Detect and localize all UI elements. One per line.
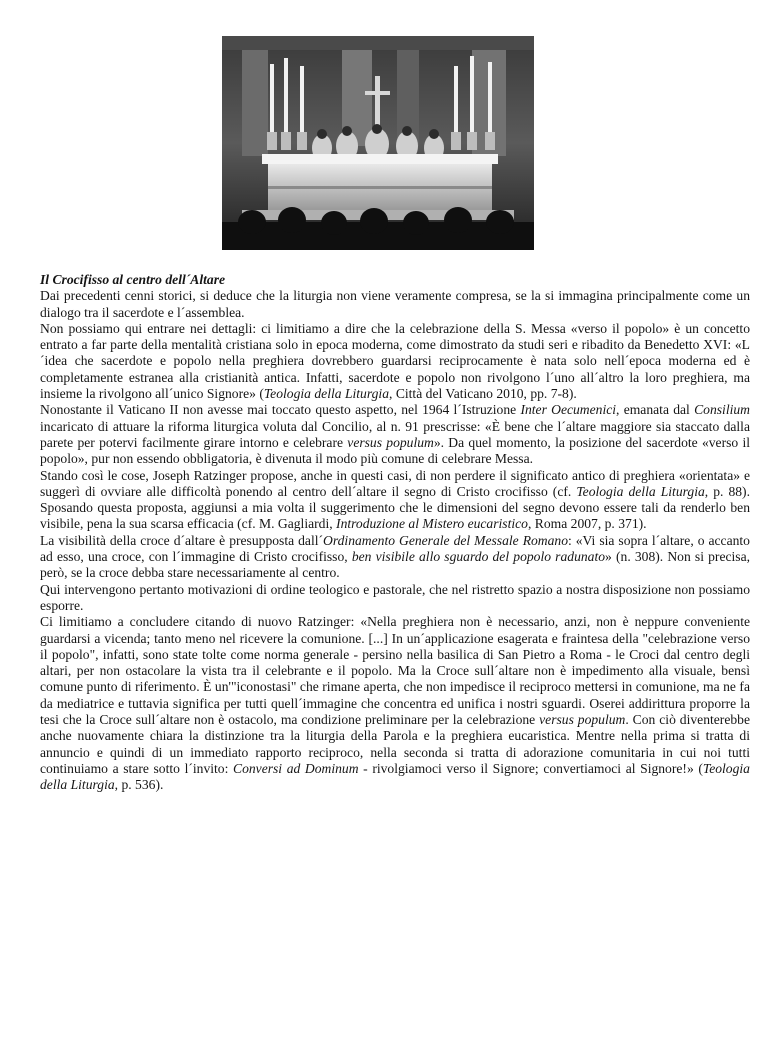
- text-run: La visibilità della croce d´altare è presupposta dall´: [40, 532, 324, 548]
- text-run: . Con ciò diventerebbe anche nuovamente chiara la distinzione tra la liturgia della Parola e la preghiera eucaristica. Mentre nella prima si tratta di annuncio e quindi di un immediato rapporto reciproco, nella seconda si tratta di adorazione comunitaria in cui noi tutti continuiamo a stare sotto l´invito:: [40, 712, 750, 776]
- text-run: Non possiamo qui entrare nei dettagli: ci limitiamo a dire che la celebrazione della S. Messa «verso il popolo» è un concetto entrato a far parte della mentalità cristiana solo in epoca moderna, come dimostrato da studi seri e ribadito da Benedetto XVI: «L´idea che sacerdote e popolo nella preghiera dovrebbero guardarsi reciprocamente è nata solo nell´epoca moderna ed è completamente estranea alla cristianità antica. Infatti, sacerdote e popolo non rivolgono l´uno all´altro la loro preghiera, ma insieme la rivolgono all´unico Signore» (: [40, 320, 750, 402]
- text-run: Ci limitiamo a concludere citando di nuovo Ratzinger: «Nella preghiera non è necessario, anzi, non è neppure conveniente guardarsi a vicenda; tanto meno nel ricevere la comunione. [...] In un´applicazione esagerata e fraintesa della "celebrazione verso il popolo", infatti, sono state tolte come norma generale - persino nella basilica di San Pietro a Roma - le Croci dal centro degli altari, per non ostacolare la vista tra il celebrante e il popolo. Ma la Croce sull´altare non è impedimento alla visuale, bensì comune punto di riferimento. È un'"iconostasi" che rimane aperta, che non impedisce il reciproco mettersi in comunione, ma ne fa da mediatrice e tuttavia significa per tutti quell´immagine che concentra ed unifica i nostri sguardi. Oserei addirittura proporre la tesi che la Croce sull´altare non è ostacolo, ma condizione preliminare per la celebrazione: [40, 614, 750, 728]
- text-run: ». Da quel momento, la posizione del sacerdote «verso il popolo», pur non essendo obbligatoria, è divenuta il modo più comune di celebrare Messa.: [40, 434, 751, 467]
- italic-run: Introduzione al Mistero eucaristico: [336, 516, 528, 532]
- article-heading: Il Crocifisso al centro dell´Altare: [40, 272, 226, 287]
- text-run: , emanata dal: [616, 402, 695, 418]
- text-run: , p. 88). Sposando questa proposta, aggiunsi a mia volta il suggerimento che le dimensioni del segno devono essere tali da renderlo ben visibile, pena la sua scarsa efficacia (cf. M. Gagliardi,: [40, 483, 750, 532]
- italic-run: versus populum: [539, 712, 626, 728]
- italic-run: ben visibile allo sguardo del popolo radunato: [351, 549, 606, 565]
- italic-run: Ordinamento Generale del Messale Romano: [323, 532, 568, 548]
- altar-photo-illustration: [222, 36, 534, 250]
- paragraph: [40, 614, 750, 793]
- paragraph: [40, 533, 750, 582]
- article-body: [40, 288, 750, 793]
- paragraph: [40, 402, 750, 467]
- text-run: Stando così le cose, Joseph Ratzinger propose, anche in questi casi, di non perdere il significato antico di preghiera «orientata» e suggerì di ovviare alle difficoltà ponendo al centro dell´altare il segno di Cristo crocifisso (cf.: [40, 467, 750, 499]
- italic-run: Teologia della Liturgia: [40, 760, 750, 793]
- italic-run: Teologia della Liturgia: [263, 386, 390, 402]
- text-run: Qui intervengono pertanto motivazioni di ordine teologico e pastorale, che nel ristretto spazio a nostra disposizione non possiamo esporre.: [40, 581, 750, 613]
- text-run: : «Vi sia sopra l´altare, o accanto ad esso, una croce, con l´immagine di Cristo crocifisso,: [40, 532, 750, 565]
- text-run: , Roma 2007, p. 371).: [527, 516, 647, 532]
- italic-run: Inter Oecumenici: [520, 402, 617, 418]
- article-text: [40, 272, 750, 794]
- altar-photo: [222, 36, 534, 250]
- italic-run: Conversi ad Dominum: [233, 760, 359, 776]
- paragraph: [40, 288, 750, 321]
- text-run: incaricato di attuare la riforma liturgica voluta dal Concilio, al n. 91 prescrisse: «È bene che l´altare maggiore sia staccato dalla parete per potervi facilmente girare intorno e celebrare: [40, 418, 750, 450]
- text-run: , p. 536).: [114, 777, 164, 793]
- text-run: - rivolgiamoci verso il Signore; convertiamoci al Signore!» (: [358, 760, 703, 776]
- paragraph: [40, 321, 750, 402]
- text-run: , Città del Vaticano 2010, pp. 7-8).: [389, 386, 577, 402]
- text-run: Nonostante il Vaticano II non avesse mai toccato questo aspetto, nel 1964 l´Istruzione: [40, 402, 521, 418]
- italic-run: Teologia della Liturgia: [576, 483, 705, 499]
- paragraph: [40, 468, 750, 533]
- italic-run: Consilium: [694, 402, 750, 418]
- text-run: » (n. 308). Non si precisa, però, se la croce debba stare necessariamente al centro.: [40, 549, 751, 581]
- text-run: Dai precedenti cenni storici, si deduce che la liturgia non viene veramente compresa, se la si immagina principalmente come un dialogo tra il sacerdote e l´assemblea.: [40, 288, 750, 320]
- paragraph: [40, 582, 750, 615]
- italic-run: versus populum: [347, 434, 434, 450]
